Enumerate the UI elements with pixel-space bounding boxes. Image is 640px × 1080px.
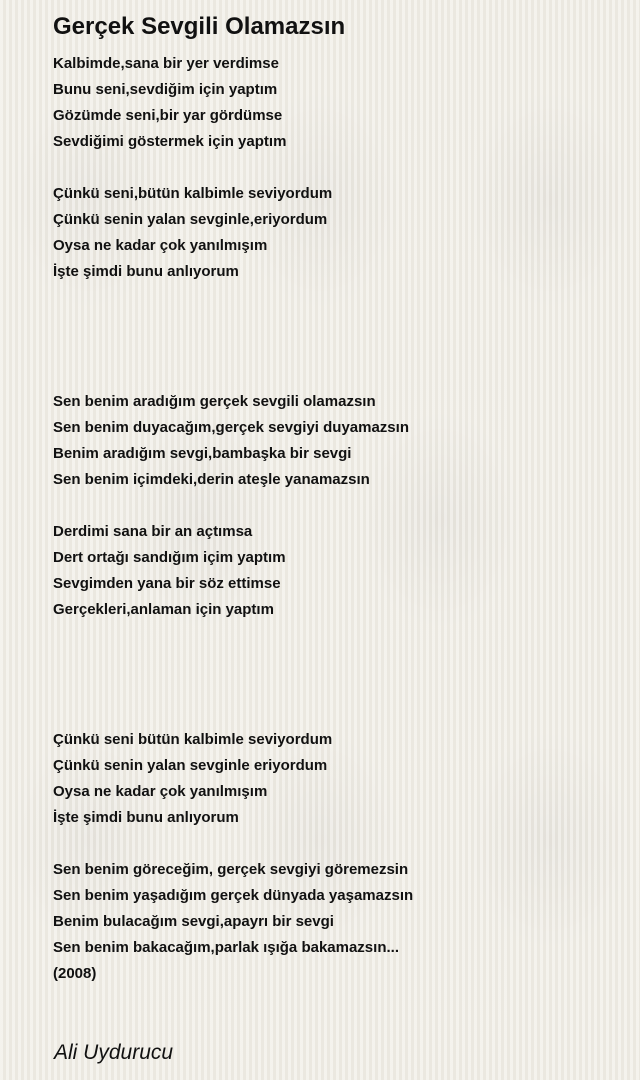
section-break: [53, 285, 623, 389]
poem-line: Oysa ne kadar çok yanılmışım: [53, 237, 268, 254]
poem-line: Çünkü senin yalan sevginle,eriyordum: [53, 211, 328, 228]
poem-line: Kalbimde,sana bir yer verdimse: [53, 55, 279, 72]
poem-line: Oysa ne kadar çok yanılmışım: [53, 783, 268, 800]
poem-line: Sevgimden yana bir söz ettimse: [53, 575, 281, 592]
poem-body: [53, 51, 623, 987]
poem-line: Sen benim duyacağım,gerçek sevgiyi duyamazsın: [53, 419, 409, 436]
poem-author[interactable]: Ali Uydurucu: [54, 1041, 174, 1064]
stanza-break: [53, 831, 623, 857]
poem-line: Sen benim göreceğim, gerçek sevgiyi göremezsin: [53, 861, 409, 878]
stanza-break: [53, 493, 623, 519]
poem-line: Gerçekleri,anlaman için yaptım: [53, 601, 274, 618]
poem-line: Çünkü senin yalan sevginle eriyordum: [53, 757, 328, 774]
poem-line: Çünkü seni bütün kalbimle seviyordum: [53, 731, 333, 748]
poem-line: Sevdiğimi göstermek için yaptım: [53, 133, 287, 150]
poem-line: Çünkü seni,bütün kalbimle seviyordum: [53, 185, 333, 202]
poem-line: Benim bulacağım sevgi,apayrı bir sevgi: [53, 913, 334, 930]
poem-date: (2008): [53, 965, 97, 982]
poem-line: Sen benim bakacağım,parlak ışığa bakamazsın...: [53, 939, 399, 956]
poem-line: İşte şimdi bunu anlıyorum: [53, 263, 239, 280]
poem-line: Sen benim aradığım gerçek sevgili olamazsın: [53, 393, 376, 410]
poem-line: Gözümde seni,bir yar gördümse: [53, 107, 283, 124]
poem-line: Bunu seni,sevdiğim için yaptım: [53, 81, 278, 98]
stanza-break: [53, 155, 623, 181]
poem-line: Sen benim içimdeki,derin ateşle yanamazsın: [53, 471, 370, 488]
poem-line: Dert ortağı sandığım içim yaptım: [53, 549, 286, 566]
poem-title: Gerçek Sevgili Olamazsın: [53, 13, 346, 40]
poem-line: İşte şimdi bunu anlıyorum: [53, 809, 239, 826]
poem-line: Derdimi sana bir an açtımsa: [53, 523, 253, 540]
section-break: [53, 623, 623, 727]
poem-line: Benim aradığım sevgi,bambaşka bir sevgi: [53, 445, 352, 462]
poem-line: Sen benim yaşadığım gerçek dünyada yaşamazsın: [53, 887, 414, 904]
